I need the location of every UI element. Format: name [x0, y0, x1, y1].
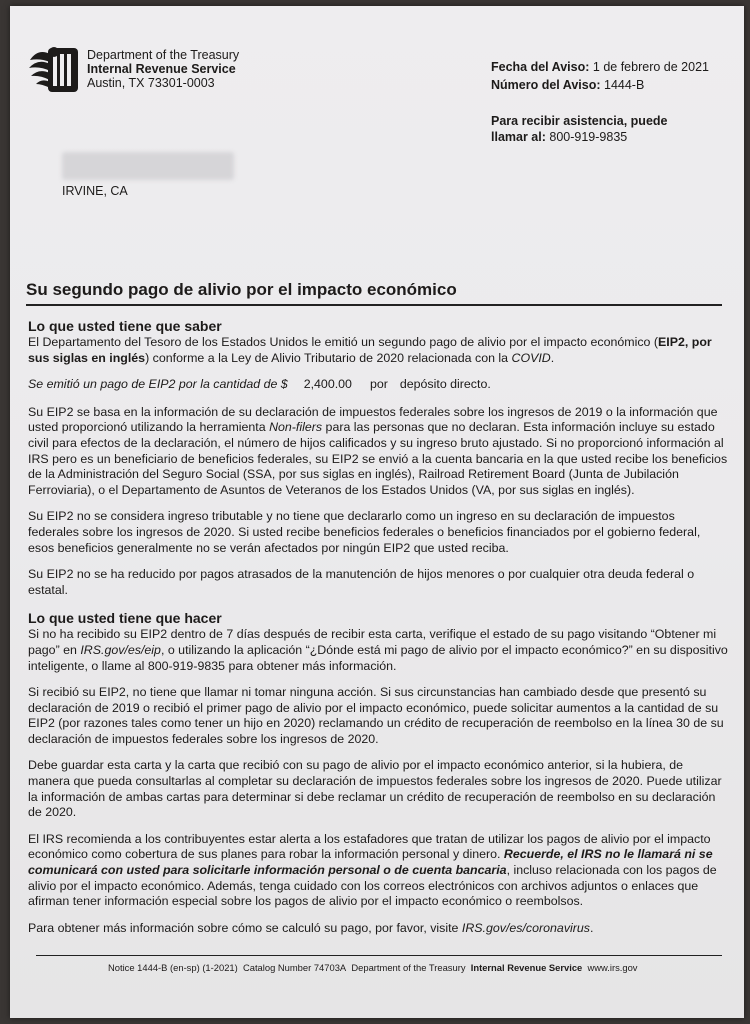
agency-block	[87, 48, 239, 90]
footer-catalog: Catalog Number 74703A	[242, 962, 347, 973]
irs-eagle-logo-icon	[28, 44, 82, 96]
section2-paragraph-4: El IRS recomienda a los contribuyentes estar alerta a los estafadores que tratan de utilizar los pagos de alivio por el impacto económico como cobertura de sus planes para robar la información personal y dinero. Recuerde, el IRS no le llamará ni se comunicará con usted para solicitarle información personal o de cuenta bancaria, incluso relacionada con los pagos de alivio por el impacto económico. Además, tenga cuidado con los correos electrónicos con archivos adjuntos o enlaces que afirman tener información especial sobre los pagos de alivio por el impacto económico o reembolsos.	[28, 831, 717, 909]
notice-footer	[108, 962, 637, 973]
notice-date-label: Fecha del Aviso:	[491, 60, 590, 74]
assist-text: Para recibir asistencia, puede	[491, 114, 668, 128]
section-what-to-know-heading: Lo que usted tiene que saber	[28, 318, 222, 334]
redacted-address	[62, 152, 234, 180]
section-what-to-do-heading: Lo que usted tiene que hacer	[28, 610, 222, 627]
section1-paragraph-2: Su EIP2 se basa en la información de su declaración de impuestos federales sobre los ingresos de 2019 o la información que usted proporcionó utilizando la herramienta Non-filers para las personas que no declaran. Esta información incluye su estado civil para efectos de la declaración, el número de hijos calificados y su ingreso bruto ajustado. Si no proporcionó información al IRS pero es un beneficiario de beneficios federales, su EIP2 se envió a la cuenta bancaria en la que usted recibe los beneficios de la Administración del Seguro Social (SSA, por sus siglas en inglés), Railroad Retirement Board (Junta de Jubilación Ferroviaria), o el Departamento de Asuntos de Veteranos de los Estados Unidos (VA, por sus siglas en inglés).	[28, 404, 728, 497]
agency-address: Austin, TX 73301-0003	[87, 76, 215, 90]
payment-amount-line	[28, 377, 728, 393]
agency-name: Internal Revenue Service	[87, 62, 236, 76]
notice-info	[491, 58, 709, 94]
section2-paragraph-5: Para obtener más información sobre cómo se calculó su pago, por favor, visite IRS.gov/es/coronavirus.	[28, 920, 594, 935]
notice-title: Su segundo pago de alivio por el impacto económico	[26, 280, 457, 299]
notice-number-row	[491, 76, 709, 94]
section2-paragraph-1: Si no ha recibido su EIP2 dentro de 7 días después de recibir esta carta, verifique el estado de su pago visitando “Obtener mi pago” en IRS.gov/es/eip, o utilizando la aplicación “¿Dónde está mi pago de alivio por el impacto económico?” en su dispositivo inteligente, o llame al 800-919-9835 para obtener más información.	[28, 627, 728, 673]
notice-date-value: 1 de febrero de 2021	[592, 60, 709, 74]
assistance-block	[491, 113, 667, 145]
recipient-city: IRVINE, CA	[62, 184, 128, 198]
assist-phone: 800-919-9835	[549, 130, 628, 144]
footer-divider	[36, 955, 722, 956]
section1-paragraph-3: Su EIP2 no se considera ingreso tributable y no tiene que declararlo como un ingreso en su declaración de impuestos federales sobre los ingresos de 2020. Si usted recibe beneficios federales o beneficios financiados por el gobierno federal, esos beneficios generalmente no se verán afectados por ningún EIP2 que usted reciba.	[28, 509, 701, 555]
notice-number-value: 1444-B	[604, 78, 645, 92]
notice-number-label: Número del Aviso:	[491, 78, 601, 92]
assist-label: llamar al:	[491, 130, 546, 144]
notice-body	[28, 318, 728, 947]
footer-agency: Internal Revenue Service	[470, 962, 583, 973]
section2-paragraph-3: Debe guardar esta carta y la carta que recibió con su pago de alivio por el impacto económico anterior, si la hubiera, de manera que pueda consultarlas al completar su declaración de impuestos federales sobre los ingresos de 2020. Puede utilizar la información de ambas cartas para determinar si debe reclamar un crédito de recuperación de reembolso en su declaración de 2020.	[28, 758, 722, 820]
dept-name: Department of the Treasury	[87, 48, 240, 62]
title-divider	[26, 304, 722, 306]
notice-letter	[10, 6, 744, 1018]
section1-paragraph-1: El Departamento del Tesoro de los Estados Unidos le emitió un segundo pago de alivio por el impacto económico (EIP2, por sus siglas en inglés) conforme a la Ley de Alivio Tributario de 2020 relacionada con la COVID.	[28, 335, 712, 365]
amount-prefix: Se emitió un pago de EIP2 por la cantidad de $	[28, 377, 288, 392]
payment-method: depósito directo.	[399, 377, 491, 392]
amount-por: por	[369, 377, 388, 392]
footer-notice-number: Notice 1444-B (en-sp) (1-2021)	[108, 962, 238, 973]
footer-url: www.irs.gov	[587, 962, 638, 973]
section1-paragraph-4: Su EIP2 no se ha reducido por pagos atrasados de la manutención de hijos menores o por cualquier otra deuda federal o estatal.	[28, 567, 695, 597]
payment-amount: 2,400.00	[303, 377, 352, 392]
section2-paragraph-2: Si recibió su EIP2, no tiene que llamar ni tomar ninguna acción. Si sus circunstancias han cambiado desde que presentó su declaración de 2019 o recibió el primer pago de alivio por el impacto económico, puede solicitar aumentos a la cantidad de su EIP2 (por razones tales como tener un hijo en 2020) reclamando un crédito de recuperación de reembolso en la línea 30 de su declaración de impuestos federales sobre los ingresos de 2020.	[28, 685, 724, 746]
footer-dept: Department of the Treasury	[351, 962, 466, 973]
notice-date-row	[491, 58, 709, 76]
